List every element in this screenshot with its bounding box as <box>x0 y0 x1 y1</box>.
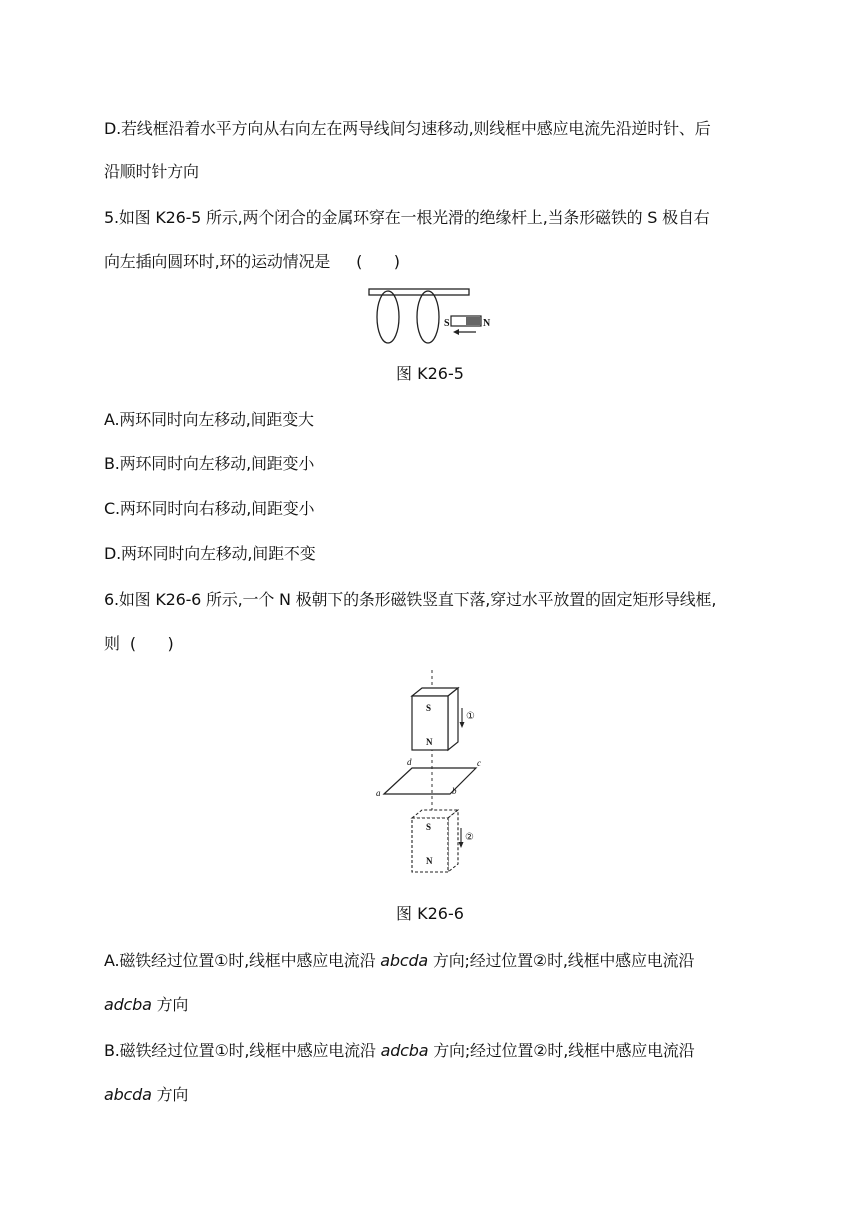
q4-option-d-line1: D.若线框沿着水平方向从右向左在两导线间匀速移动,则线框中感应电流先沿逆时针、后 <box>104 119 711 138</box>
q4-option-d-line2: 沿顺时针方向 <box>104 162 199 181</box>
q6-option-b-text-1: B.磁铁经过位置 <box>104 1041 215 1060</box>
q5-stem-line1: 5.如图 K26-5 所示,两个闭合的金属环穿在一根光滑的绝缘杆上,当条形磁铁的 S 极自右 <box>104 208 710 227</box>
corner-a-label: a <box>376 788 381 798</box>
position-1-label: ① <box>466 711 475 722</box>
metal-ring-right <box>417 291 439 343</box>
fall-arrowhead-1 <box>460 722 465 728</box>
q5-option-c: C.两环同时向右移动,间距变小 <box>104 499 315 518</box>
figure-k26-6-caption: 图 K26-6 <box>396 904 464 923</box>
q6-stem-line1: 6.如图 K26-6 所示,一个 N 极朝下的条形磁铁竖直下落,穿过水平放置的固定矩形导线框, <box>104 590 717 609</box>
q5-stem-text: 向左插向圆环时,环的运动情况是 <box>104 252 331 271</box>
metal-ring-left <box>377 291 399 343</box>
q6-option-b-text-4: 时,线框中感应电流沿 <box>547 1041 695 1060</box>
q6-option-a-position-2: ② <box>532 951 548 970</box>
figure-k26-5-caption: 图 K26-5 <box>396 364 464 383</box>
q6-option-b-line1 <box>104 1040 694 1062</box>
q6-option-a-text-1: A.磁铁经过位置 <box>104 951 215 970</box>
magnet-2-s-label: S <box>426 822 432 832</box>
q5-answer-blank: ( ) <box>356 252 400 271</box>
q6-option-a-line1 <box>104 950 694 972</box>
q6-option-a-text-4: 时,线框中感应电流沿 <box>547 951 695 970</box>
corner-b-label: b <box>452 786 457 796</box>
rectangular-coil <box>384 768 476 794</box>
q6-option-a-position-1: ① <box>214 951 229 970</box>
q6-stem-line2 <box>104 633 174 655</box>
q6-option-b-direction-2: abcda <box>104 1085 152 1104</box>
q6-option-a-direction-2: adcba <box>104 995 152 1014</box>
q6-answer-blank: ( ) <box>129 634 174 653</box>
q6-option-b-direction-1: adcba <box>380 1041 429 1060</box>
q6-option-a-direction-1: abcda <box>380 951 429 970</box>
motion-arrowhead <box>453 329 459 335</box>
q6-option-b-line2 <box>104 1084 188 1106</box>
q6-option-b-text-2: 时,线框中感应电流沿 <box>228 1041 381 1060</box>
q6-option-b-position-1: ① <box>214 1041 229 1060</box>
q5-stem-line2 <box>104 251 400 273</box>
q6-option-b-text-3: 方向;经过位置 <box>428 1041 534 1060</box>
figure-k26-6 <box>370 668 496 878</box>
q6-option-b-position-2: ② <box>533 1041 548 1060</box>
magnet-s-label: S <box>444 318 450 329</box>
position-2-label: ② <box>465 832 474 843</box>
magnet-n-label: N <box>483 318 491 329</box>
figure-k26-5 <box>364 284 500 348</box>
q5-option-b: B.两环同时向左移动,间距变小 <box>104 454 315 473</box>
corner-d-label: d <box>407 757 412 767</box>
magnet-position-1 <box>412 688 458 750</box>
q6-option-a-text-3: 方向;经过位置 <box>428 951 533 970</box>
magnet-position-2 <box>412 810 458 872</box>
bar-magnet-n-half <box>466 317 481 325</box>
fall-arrowhead-2 <box>459 842 464 848</box>
corner-c-label: c <box>477 758 481 768</box>
q5-option-a: A.两环同时向左移动,间距变大 <box>104 410 314 429</box>
q6-option-a-line2 <box>104 994 188 1016</box>
magnet-1-n-label: N <box>426 737 433 747</box>
q6-option-a-text-2: 时,线框中感应电流沿 <box>228 951 381 970</box>
q6-stem-prefix: 则 <box>104 634 120 653</box>
q5-option-d: D.两环同时向左移动,间距不变 <box>104 544 316 563</box>
magnet-1-s-label: S <box>426 703 432 713</box>
q6-option-b-text-5: 方向 <box>151 1085 189 1104</box>
magnet-2-n-label: N <box>426 856 433 866</box>
q6-option-a-text-5: 方向 <box>151 995 189 1014</box>
